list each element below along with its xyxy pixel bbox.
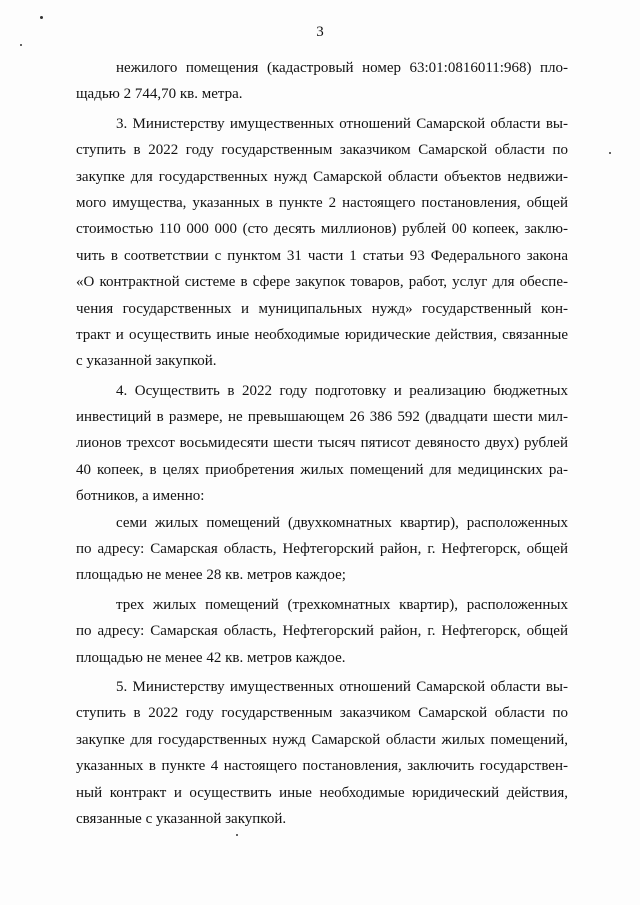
text-line: закупке для государственных нужд Самарской области жилых помещений, <box>76 731 568 748</box>
scan-speck <box>609 152 611 154</box>
text-line: чить в соответствии с пунктом 31 части 1 статьи 93 Федерального закона <box>76 247 568 264</box>
text-line: стоимостью 110 000 000 (сто десять миллионов) рублей 00 копеек, заклю- <box>76 221 568 238</box>
text-line: ступить в 2022 году государственным заказчиком Самарской области по <box>76 705 568 722</box>
text-line: чения государственных и муниципальных нужд» государственный кон- <box>76 300 568 317</box>
text-line: с указанной закупкой. <box>76 353 217 370</box>
scan-speck <box>20 44 22 46</box>
text-line: щадью 2 744,70 кв. метра. <box>76 86 243 103</box>
text-line: мого имущества, указанных в пункте 2 настоящего постановления, общей <box>76 194 568 211</box>
page-number: 3 <box>316 24 324 40</box>
text-line: 4. Осуществить в 2022 году подготовку и реализацию бюджетных <box>116 382 568 399</box>
document-body <box>76 55 568 832</box>
text-line: по адресу: Самарская область, Нефтегорский район, г. Нефтегорск, общей <box>76 541 568 558</box>
text-line: указанных в пункте 4 настоящего постановления, заключить государствен- <box>76 758 568 775</box>
text-line: закупке для государственных нужд Самарской области объектов недвижи- <box>76 168 568 185</box>
text-line: трех жилых помещений (трехкомнатных квартир), расположенных <box>116 596 568 613</box>
text-line: по адресу: Самарская область, Нефтегорский район, г. Нефтегорск, общей <box>76 623 568 640</box>
text-line: тракт и осуществить иные необходимые юридические действия, связанные <box>76 326 568 343</box>
text-line: ботников, а именно: <box>76 488 205 505</box>
text-line: лионов трехсот восьмидесяти шести тысяч пятисот девяносто двух) рублей <box>76 435 568 452</box>
text-line: семи жилых помещений (двухкомнатных квартир), расположенных <box>116 514 568 531</box>
text-line: 40 копеек, в целях приобретения жилых помещений для медицинских ра- <box>76 461 568 478</box>
text-line: площадью не менее 42 кв. метров каждое. <box>76 649 346 666</box>
text-line: ный контракт и осуществить иные необходимые юридический действия, <box>76 784 568 801</box>
scan-speck <box>40 16 43 19</box>
text-line: ступить в 2022 году государственным заказчиком Самарской области по <box>76 142 568 159</box>
text-line: площадью не менее 28 кв. метров каждое; <box>76 567 346 584</box>
text-line: нежилого помещения (кадастровый номер 63:01:0816011:968) пло- <box>116 60 568 76</box>
scan-speck <box>236 834 238 836</box>
text-line: «О контрактной системе в сфере закупок товаров, работ, услуг для обеспе- <box>76 274 568 291</box>
text-line: инвестиций в размере, не превышающем 26 386 592 (двадцати шести мил- <box>76 409 568 426</box>
text-line: связанные с указанной закупкой. <box>76 810 287 827</box>
text-line: 3. Министерству имущественных отношений Самарской области вы- <box>116 115 568 132</box>
text-line: 5. Министерству имущественных отношений Самарской области вы- <box>116 678 568 695</box>
